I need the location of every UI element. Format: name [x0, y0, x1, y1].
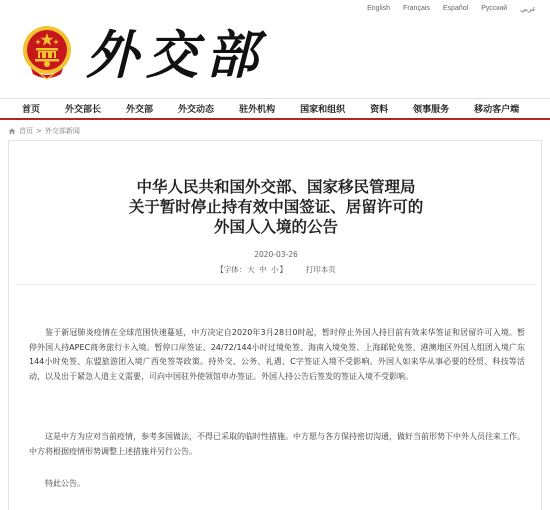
- home-icon: [8, 127, 16, 135]
- title-line-3: 外国人入境的公告: [213, 218, 338, 236]
- title-line-1: 中华人民共和国外交部、国家移民管理局: [136, 178, 416, 196]
- title-line-2: 关于暂时停止持有效中国签证、居留许可的: [128, 198, 424, 216]
- nav-countries-organizations[interactable]: 国家和组织: [300, 105, 346, 115]
- font-size-medium[interactable]: 中: [259, 265, 267, 274]
- font-size-close: 】: [279, 265, 287, 274]
- article-date: 2020-03-26: [254, 250, 298, 259]
- nav-mobile-client[interactable]: 移动客户端: [474, 105, 520, 115]
- lang-english[interactable]: English: [367, 5, 391, 12]
- breadcrumb-separator: >: [36, 127, 42, 135]
- breadcrumb-home[interactable]: 首页: [19, 127, 33, 135]
- language-bar: [367, 5, 536, 13]
- site-logo-text[interactable]: 外交部: [86, 25, 267, 86]
- lang-russian[interactable]: Русский: [481, 5, 508, 12]
- breadcrumb: [8, 126, 80, 136]
- nav-ministry[interactable]: 外交部: [126, 105, 154, 115]
- nav-resources[interactable]: 资料: [370, 105, 389, 115]
- font-size-large[interactable]: 大: [247, 265, 255, 274]
- article-card: [8, 140, 542, 510]
- nav-consular-services[interactable]: 领事服务: [413, 105, 450, 115]
- font-size-label: 【字体：: [216, 265, 247, 274]
- font-size-small[interactable]: 小: [271, 265, 279, 274]
- article-divider: [17, 284, 535, 285]
- nav-home[interactable]: 首页: [22, 105, 41, 115]
- article-paragraph-3: 特此公告。: [45, 479, 85, 488]
- lang-french[interactable]: Français: [403, 5, 430, 12]
- lang-arabic[interactable]: عربي: [520, 6, 536, 13]
- national-emblem-icon[interactable]: [21, 24, 73, 80]
- main-nav: [0, 98, 550, 120]
- breadcrumb-current[interactable]: 外交部新闻: [44, 127, 80, 135]
- article-tools: [9, 264, 543, 275]
- site-header: [0, 18, 550, 96]
- article-paragraph-1: 鉴于新冠肺炎疫情在全球范围快速蔓延，中方决定自2020年3月28日0时起，暂时停止外国人持目前有效来华签证和居留许可入境。暂停外国人持APEC商务旅行卡入境。暂停口岸签证、24/72/144小时过境免签、海南入境免签、上海邮轮免签、港澳地区外国人组团入境广东144小时免签、东盟旅游团入境广西免签等政策。持外交、公务、礼遇、C字签证入境不受影响。外国人如来华从事必要的经贸、科技等活动，以及出于紧急人道主义需要，可向中国驻外使领馆申办签证。外国人持公告后签发的签证入境不受影响。: [29, 328, 525, 381]
- article-title: [9, 177, 543, 237]
- lang-spanish[interactable]: Español: [442, 5, 469, 12]
- nav-diplomatic-news[interactable]: 外交动态: [178, 105, 215, 115]
- article-paragraph-2: 这是中方为应对当前疫情，参考多国做法，不得已采取的临时性措施。中方愿与各方保持密切沟通，做好当前形势下中外人员往来工作。中方将根据疫情形势调整上述措施并另行公告。: [29, 432, 525, 456]
- print-button[interactable]: 打印本页: [305, 265, 336, 274]
- nav-missions-abroad[interactable]: 驻外机构: [239, 105, 276, 115]
- nav-foreign-minister[interactable]: 外交部长: [65, 105, 102, 115]
